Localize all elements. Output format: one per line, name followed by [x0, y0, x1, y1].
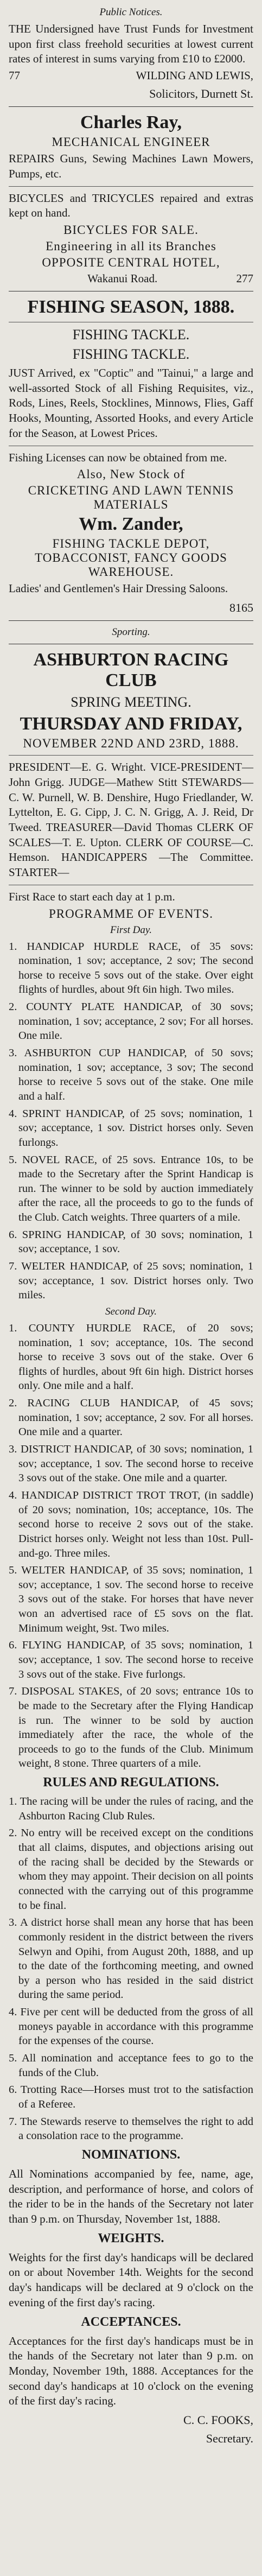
- programme-heading: PROGRAMME OF EVENTS.: [48, 906, 214, 921]
- ad-text: Also, New Stock of: [76, 467, 186, 481]
- rules-heading: RULES AND REGULATIONS.: [43, 1775, 219, 1790]
- rule-item: 3. A district horse shall mean any horse that has been commonly resident in the district between the rivers Selwyn and Opihi, from August 20th, 1888, and up to the date of the forthcoming meeting, and owned by a person who has resided in the said district during the same period.: [9, 1917, 253, 2001]
- notice-signature-row: [9, 69, 253, 83]
- fishing-tackle-heading: FISHING TACKLE.: [72, 327, 190, 343]
- ad-text: JUST Arrived, ex "Coptic" and "Tainui," a large and well-assorted Stock of all Fishing Requisites, viz., Rods, Lines, Reels, Stocklines, Minnows, Flies, Gaff Hooks, Mounting, Assorted Hooks, and every Article for the Season, at Lowest Prices.: [9, 366, 253, 440]
- ad-text: REPAIRS Guns, Sewing Machines Lawn Mowers, Pumps, etc.: [9, 152, 253, 180]
- race-event: 5. WELTER HANDICAP, of 35 sovs; nomination, 1 sov; acceptance, 1 sov. The second horse to receive 3 sovs out of the stake. For horses that have never won an advertised race of £5 sovs on the flat. Minimum weight, 9st. Two miles.: [9, 1564, 253, 1634]
- race-event: 5. NOVEL RACE, of 25 sovs. Entrance 10s, to be made to the Secretary after the Sprint Handicap is run. The winner to be sold by auction immediately after the race, all the proceeds to go to the funds of the Club. Catch weights. Three quarters of a mile.: [9, 1153, 253, 1224]
- ad-text: OPPOSITE CENTRAL HOTEL,: [42, 256, 220, 270]
- start-time: First Race to start each day at 1 p.m.: [9, 890, 175, 903]
- nominations-text: All Nominations accompanied by fee, name, age, description, and performance of horse, and colors of the rider to be in the hands of the Secretary not later than 9 p.m. on Thursday, November 1st, 1888.: [9, 2167, 253, 2226]
- race-event: 3. DISTRICT HANDICAP, of 30 sovs; nomination, 1 sov; acceptance, 1 sov. The second horse to receive 3 sovs out of the stake. One mile and a quarter.: [9, 1443, 253, 1484]
- ad-address: Wakanui Road.: [87, 272, 158, 285]
- ad-text: Ladies' and Gentlemen's Hair Dressing Saloons.: [9, 582, 228, 595]
- fishing-season-title: FISHING SEASON, 1888.: [27, 297, 235, 318]
- notice-text: THE Undersigned have Trust Funds for Investment upon first class freehold securities at lowest current rates of interest in sums varying from £10 to £2000.: [9, 22, 253, 66]
- rules-list: [9, 1794, 253, 2143]
- secretary-name: C. C. FOOKS,: [183, 2413, 253, 2427]
- advertiser-title: MECHANICAL ENGINEER: [52, 135, 210, 149]
- section-heading: Public Notices.: [99, 7, 163, 18]
- notice-signature-sub: Solicitors, Durnett St.: [149, 87, 253, 101]
- race-event: 7. DISPOSAL STAKES, of 20 sovs; entrance 10s to be made to the Secretary after the Flying Handicap is run. The winner to be sold by auction immediately after the race, the whole of the proceeds to go to the funds of the Club. Minimum weight, 8 stone. Three quarters of a mile.: [9, 1685, 253, 1770]
- ad-text: Engineering in all its Branches: [46, 239, 216, 253]
- fishing-tackle-heading: FISHING TACKLE.: [72, 346, 190, 363]
- rule-item: 1. The racing will be under the rules of racing, and the Ashburton Racing Club Rules.: [9, 1795, 253, 1822]
- rule-item: 4. Five per cent will be deducted from the gross of all moneys payable in accordance with this programme for the expenses of the course.: [9, 2006, 253, 2047]
- meeting-dates: NOVEMBER 22ND AND 23RD, 1888.: [23, 737, 239, 751]
- trust-funds-notice: [9, 7, 253, 101]
- race-event: 6. FLYING HANDICAP, of 35 sovs; nomination, 1 sov; acceptance, 1 sov. The second horse to receive 3 sovs out of the stake. Five furlongs.: [9, 1639, 253, 1680]
- second-day-events: [9, 1321, 253, 1771]
- day-heading: Second Day.: [105, 1305, 157, 1317]
- ad-number: 277: [236, 272, 253, 285]
- race-event: 2. RACING CLUB HANDICAP, of 45 sovs; nomination, 1 sov; acceptance, 2 sov. For all horses. One mile and a quarter.: [9, 1397, 253, 1438]
- racing-club-ad: [9, 626, 253, 2446]
- divider: [9, 106, 253, 107]
- club-name: ASHBURTON RACING CLUB: [33, 650, 229, 691]
- weights-heading: WEIGHTS.: [98, 2231, 164, 2245]
- divider: [9, 620, 253, 621]
- divider: [9, 755, 253, 756]
- rule-item: 6. Trotting Race—Horses must trot to the satisfaction of a Referee.: [9, 2084, 253, 2110]
- ad-text: BICYCLES and TRICYCLES repaired and extras kept on hand.: [9, 191, 253, 220]
- acceptances-heading: ACCEPTANCES.: [81, 2314, 181, 2329]
- race-event: 6. SPRING HANDICAP, of 30 sovs; nomination, 1 sov; acceptance, 1 sov.: [9, 1228, 253, 1255]
- charles-ray-ad: [9, 112, 253, 285]
- race-event: 4. HANDICAP DISTRICT TROT TROT, (in saddle) of 20 sovs; nomination, 10s; acceptance, 10s. The second horse to receive 2 sovs out of the stake. District horses only. Weight not less than 10st. Pull-and-go. Three miles.: [9, 1489, 253, 1559]
- race-event: 3. ASHBURTON CUP HANDICAP, of 50 sovs; nomination, 1 sov; acceptance, 3 sov; The second horse to receive 5 sovs out of the stake. One mile and a half.: [9, 1047, 253, 1102]
- secretary-role: Secretary.: [206, 2432, 253, 2446]
- notice-signature: WILDING AND LEWIS,: [136, 69, 253, 83]
- race-event: 1. COUNTY HURDLE RACE, of 20 sovs; nomination, 1 sov; acceptance, 10s. The second horse to receive 3 sovs out of the stake. Over 6 flights of hurdles, about 9ft 6in high. District horses only. One mile and a half.: [9, 1322, 253, 1392]
- ad-footer: [9, 272, 253, 285]
- race-event: 7. WELTER HANDICAP, of 25 sovs; nomination, 1 sov; acceptance, 1 sov. District horses only. Two miles.: [9, 1260, 253, 1302]
- ad-number: 77: [9, 69, 20, 83]
- section-heading: Sporting.: [112, 626, 150, 638]
- ad-text: FISHING TACKLE DEPOT, TOBACCONIST, FANCY GOODS WAREHOUSE.: [35, 537, 227, 579]
- rule-item: 7. The Stewards reserve to themselves the right to add a consolation race to the programme.: [9, 2115, 253, 2142]
- day-heading: First Day.: [110, 924, 152, 936]
- first-day-events: [9, 940, 253, 1303]
- divider: [9, 186, 253, 187]
- nominations-heading: NOMINATIONS.: [81, 2147, 181, 2162]
- ad-text: BICYCLES FOR SALE.: [63, 223, 199, 237]
- meeting-days: THURSDAY AND FRIDAY,: [20, 714, 242, 734]
- ad-text: Fishing Licenses can now be obtained from me.: [9, 451, 227, 464]
- advertiser-name: Charles Ray,: [80, 112, 182, 133]
- meeting-title: SPRING MEETING.: [71, 694, 191, 710]
- race-event: 2. COUNTY PLATE HANDICAP, of 30 sovs; nomination, 1 sov; acceptance, 2 sov; For all horses. One mile.: [9, 1001, 253, 1042]
- ad-text: CRICKETING AND LAWN TENNIS MATERIALS: [28, 484, 234, 512]
- club-officials: PRESIDENT—E. G. Wright. VICE-PRESIDENT—John Grigg. JUDGE—Mathew Stitt STEWARDS—C. W. Purnell, W. B. Denshire, Hugo Friedlander, W. Lyttelton, E. G. Cipp, J. C. N. Grigg, A. J. Reid, Dr Tweed. TREASURER—David Thomas CLERK OF SCALES—T. E. Upton. CLERK OF COURSE—C. Hemson. HANDICAPPERS —The Committee. STARTER—: [9, 760, 253, 879]
- acceptances-text: Acceptances for the first day's handicaps must be in the hands of the Secretary not later than 9 p.m. on Monday, November 19th, 1888. Acceptances for the second day's handicaps at 10 o'clock on the evening of the first day's racing.: [9, 2334, 253, 2408]
- fishing-ad: [9, 297, 253, 615]
- rule-item: 2. No entry will be received except on the conditions that all claims, disputes, and objections arising out of the racing shall be decided by the Stewards or whom they may appoint. Their decision on all points connected with the carrying out of this programme to be final.: [9, 1827, 253, 1912]
- rule-item: 5. All nomination and acceptance fees to go to the funds of the Club.: [9, 2052, 253, 2079]
- race-event: 1. HANDICAP HURDLE RACE, of 35 sovs: nomination, 1 sov; acceptance, 2 sov; The second horse to receive 5 sovs out of the stake. Over eight flights of hurdles, about 9ft 6in high. Two miles.: [9, 940, 253, 996]
- race-event: 4. SPRINT HANDICAP, of 25 sovs; nomination, 1 sov; acceptance, 1 sov. District horses only. Seven furlongs.: [9, 1107, 253, 1149]
- advertiser-name: Wm. Zander,: [79, 514, 183, 535]
- weights-text: Weights for the first day's handicaps will be declared on or about November 14th. Weights for the second day's handicaps will be declared at 9 o'clock on the evening of the first day's racing.: [9, 2250, 253, 2309]
- ad-number: 8165: [229, 601, 253, 615]
